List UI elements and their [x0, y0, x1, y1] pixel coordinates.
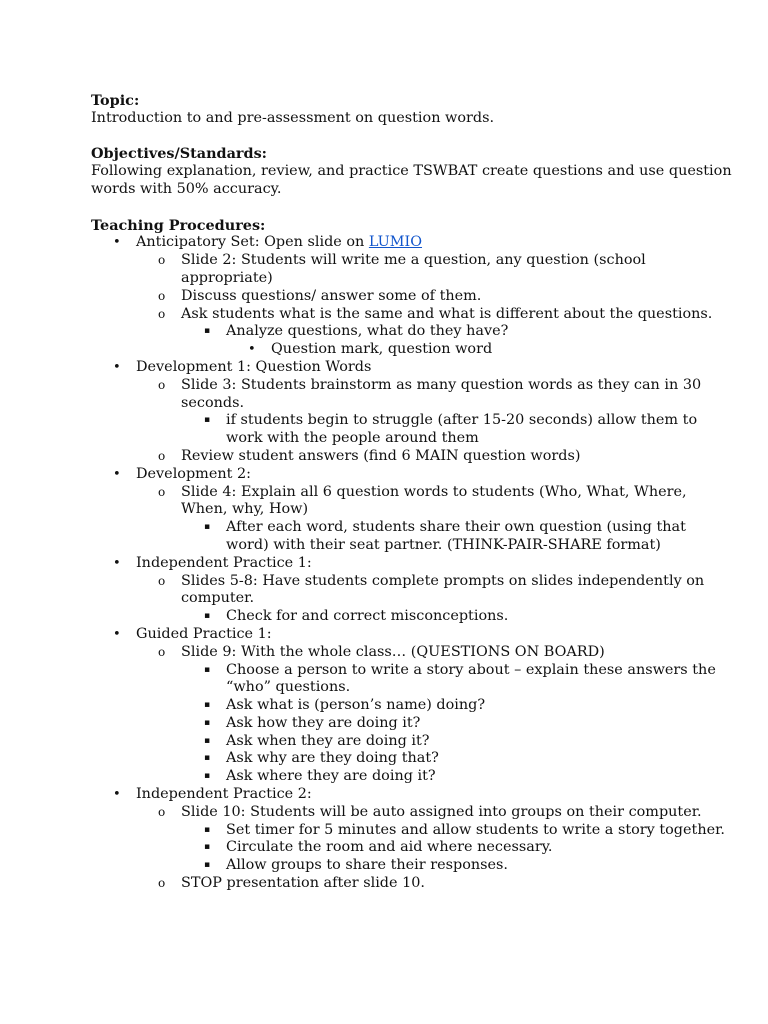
procedure-item-level-3 [91, 661, 716, 698]
bullet-marker: ▪ [204, 611, 211, 622]
procedure-item-level-2 [91, 305, 713, 324]
bullet-marker: o [158, 573, 166, 588]
bullet-marker: o [158, 644, 166, 659]
procedure-item-text: seconds. [181, 394, 245, 411]
procedure-item-level-1 [91, 466, 691, 484]
procedure-item-text: Slide 4: Explain all 6 question words to students (Who, What, Where, [181, 483, 687, 500]
procedure-item-level-2 [91, 448, 691, 466]
procedure-item-text: STOP presentation after slide 10. [181, 875, 425, 892]
procedures-section [91, 216, 725, 893]
procedure-item-level-3 [91, 839, 691, 857]
procedure-item-level-2 [91, 644, 691, 662]
procedure-item-text: Slides 5-8: Have students complete prompts on slides independently on [181, 572, 705, 589]
bullet-marker: • [113, 235, 121, 251]
procedure-item-level-2 [91, 484, 691, 520]
procedure-item-text: Slide 3: Students brainstorm as many question words as they can in 30 [181, 376, 702, 393]
procedure-item-level-3 [91, 323, 691, 341]
procedure-item-level-2 [91, 875, 691, 893]
bullet-marker: ▪ [204, 522, 211, 533]
bullet-marker: ▪ [204, 717, 211, 728]
procedure-item-level-2 [91, 376, 702, 413]
procedure-item-level-1 [91, 626, 691, 644]
bullet-marker: ▪ [204, 771, 211, 782]
procedure-item-level-2 [91, 288, 691, 306]
procedure-item-level-3 [91, 750, 691, 768]
lesson-plan [91, 92, 732, 893]
procedure-item-text: Slide 9: With the whole class… (QUESTIONS ON BOARD) [181, 643, 605, 660]
procedure-item-level-1 [91, 555, 691, 573]
procedure-item-text: Ask what is (person’s name) doing? [226, 697, 486, 714]
procedure-item-level-1 [91, 234, 691, 252]
objectives-heading: Objectives/Standards: [91, 145, 267, 163]
procedures-heading: Teaching Procedures: [91, 216, 266, 234]
procedure-item-level-2 [91, 803, 702, 822]
bullet-marker: ▪ [204, 753, 211, 764]
procedure-item-text: Slide 2: Students will write me a question, any question (school [181, 252, 646, 269]
bullet-marker: • [113, 359, 121, 375]
procedure-item-text: Development 2: [136, 465, 251, 482]
procedure-item-level-3 [91, 519, 691, 555]
procedure-item-level-3 [91, 608, 691, 626]
procedure-item-level-2 [91, 252, 691, 288]
procedure-item-level-3 [91, 733, 691, 751]
bullet-marker: ▪ [204, 700, 211, 711]
bullet-marker: o [158, 288, 166, 303]
procedure-item-text: appropriate) [181, 269, 273, 286]
procedure-item-text: Independent Practice 2: [136, 786, 312, 803]
bullet-marker: o [158, 876, 166, 891]
bullet-marker: ▪ [204, 415, 211, 426]
bullet-marker: • [248, 342, 256, 358]
procedure-item-level-3 [91, 697, 691, 715]
procedure-item-text: Allow groups to share their responses. [226, 857, 508, 874]
procedure-item-text: Ask students what is the same and what is different about the questions. [181, 305, 713, 322]
procedure-item-text: if students begin to struggle (after 15-20 seconds) allow them to [226, 412, 698, 429]
procedure-item-text: “who” questions. [226, 679, 351, 696]
procedure-item-text: Set timer for 5 minutes and allow students to write a story together. [226, 821, 725, 838]
topic-section [91, 92, 691, 128]
procedure-item-text: Discuss questions/ answer some of them. [181, 287, 482, 304]
objectives-line: Following explanation, review, and practice TSWBAT create questions and use question [91, 163, 732, 180]
procedure-item-text: Development 1: Question Words [136, 358, 372, 375]
procedure-item-text: word) with their seat partner. (THINK-PAIR-SHARE format) [226, 536, 661, 553]
bullet-marker: ▪ [204, 860, 211, 871]
topic-text: Introduction to and pre-assessment on question words. [91, 109, 495, 126]
procedure-item-level-3 [91, 821, 725, 840]
procedure-item-text: Slide 10: Students will be auto assigned into groups on their computer. [181, 803, 702, 820]
lumio-link[interactable]: LUMIO [368, 234, 423, 251]
bullet-marker: • [113, 466, 121, 482]
procedure-item-text: Circulate the room and aid where necessary. [226, 839, 553, 856]
procedure-item-text: Question mark, question word [271, 341, 493, 358]
procedure-item-text: Ask when they are doing it? [226, 732, 430, 749]
procedure-item-text: Ask why are they doing that? [226, 750, 439, 767]
bullet-marker: o [158, 377, 166, 392]
procedure-item-text: Analyze questions, what do they have? [226, 323, 509, 340]
procedure-item-level-3 [91, 412, 698, 448]
procedure-item-level-2 [91, 572, 705, 609]
bullet-marker: o [158, 448, 166, 463]
procedure-item-text: work with the people around them [226, 430, 479, 447]
objectives-line: words with 50% accuracy. [91, 180, 282, 197]
procedure-item-text: computer. [181, 590, 255, 607]
bullet-marker: o [158, 804, 166, 819]
topic-heading: Topic: [91, 92, 140, 109]
procedure-item-text: Independent Practice 1: [136, 554, 312, 571]
bullet-marker: o [158, 484, 166, 499]
procedure-item-text: When, why, How) [181, 501, 309, 518]
bullet-marker: ▪ [204, 824, 211, 835]
procedure-item-level-1 [91, 359, 691, 377]
procedure-item-text: Choose a person to write a story about – explain these answers the [226, 661, 716, 678]
procedure-item-level-3 [91, 857, 691, 875]
bullet-marker: ▪ [204, 735, 211, 746]
procedure-item-level-1 [91, 786, 691, 804]
bullet-marker: o [158, 253, 166, 268]
bullet-marker: ▪ [204, 326, 211, 337]
procedure-item-text: Ask where they are doing it? [226, 768, 436, 785]
procedure-item-text: Anticipatory Set: Open slide on [136, 234, 369, 251]
bullet-marker: • [113, 555, 121, 571]
bullet-marker: • [113, 787, 121, 803]
procedure-item-text: After each word, students share their own question (using that [226, 519, 686, 536]
procedure-list [91, 234, 725, 892]
procedure-item-text: Ask how they are doing it? [226, 714, 421, 731]
procedure-item-level-4 [91, 341, 691, 359]
procedure-item-text: Check for and correct misconceptions. [226, 608, 509, 625]
bullet-marker: • [113, 626, 121, 642]
objectives-section [91, 145, 732, 198]
bullet-marker: ▪ [204, 842, 211, 853]
bullet-marker: o [158, 306, 166, 321]
bullet-marker: ▪ [204, 664, 211, 675]
procedure-item-text: Guided Practice 1: [136, 625, 272, 642]
procedure-item-level-3 [91, 715, 691, 733]
procedure-item-text: Review student answers (find 6 MAIN question words) [181, 447, 581, 464]
procedure-item-level-3 [91, 768, 691, 786]
